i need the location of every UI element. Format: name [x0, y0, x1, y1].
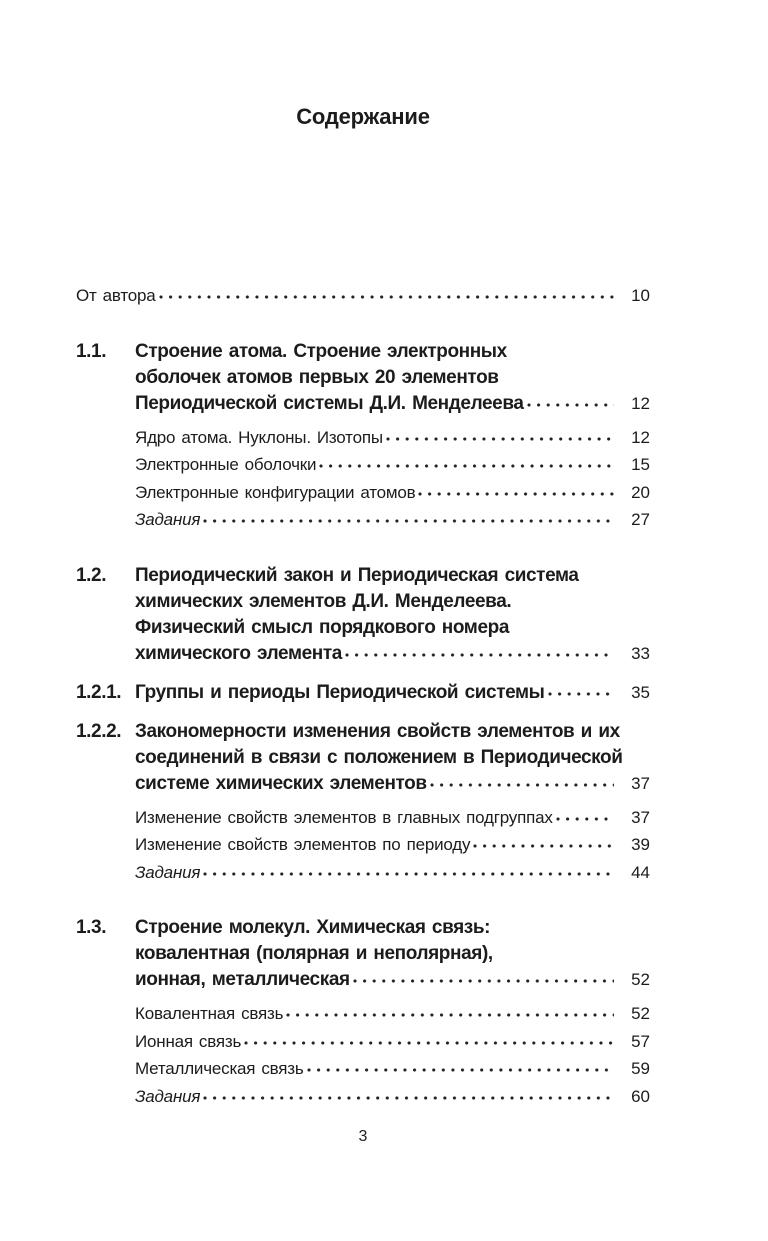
toc-entry-text: Изменение свойств элементов в главных подгруппах: [135, 807, 553, 827]
dot-leader: [244, 1036, 614, 1047]
dot-leader: [430, 778, 614, 789]
toc-entry-text: Электронные оболочки: [135, 455, 317, 474]
toc-entry-body: [135, 680, 650, 706]
dot-leader: [307, 1063, 614, 1074]
toc-entry-page: 59: [631, 1059, 650, 1078]
toc-entry: [76, 804, 650, 832]
toc-entry-number: 1.2.: [76, 564, 107, 586]
toc-entry-text: системе химических элементов: [135, 772, 427, 794]
toc-entry: [76, 1083, 650, 1111]
toc-entry-text: Задания: [135, 510, 201, 529]
toc-entry: [76, 831, 650, 859]
dot-leader: [418, 487, 614, 498]
toc-entry-body: [135, 479, 650, 507]
toc-line: [135, 365, 650, 391]
toc-entry-body: [135, 424, 650, 452]
toc-entry-page: 39: [631, 835, 650, 854]
toc-entry-body: [135, 804, 650, 832]
dot-leader: [353, 974, 614, 985]
dot-leader: [203, 1091, 614, 1102]
toc-entry-text: Закономерности изменения свойств элементов и их: [135, 720, 620, 742]
toc-entry-body: [135, 339, 650, 417]
toc-entry: [76, 479, 650, 507]
dot-leader: [159, 290, 614, 301]
toc-entry-body: [135, 1055, 650, 1083]
toc-entry-text: Задания: [135, 862, 201, 882]
toc-entry-page: 20: [631, 482, 650, 502]
toc-line: [135, 1028, 650, 1056]
toc-entry-body: [135, 506, 650, 534]
toc-line: [135, 391, 650, 417]
toc-entry-text: химических элементов Д.И. Менделеева.: [135, 590, 512, 612]
toc-line: [135, 1083, 650, 1111]
dot-leader: [556, 812, 614, 823]
toc-line: [135, 451, 650, 479]
toc-entry-text: Ядро атома. Нуклоны. Изотопы: [135, 427, 383, 447]
toc-entry-page: 35: [631, 682, 650, 702]
toc-entry-page: 52: [631, 970, 650, 989]
dot-leader: [203, 514, 614, 525]
toc-line: [135, 771, 650, 797]
toc-entry-body: [135, 1083, 650, 1111]
page-title: Содержание: [296, 104, 430, 129]
footer-page-number: 3: [358, 1128, 368, 1145]
toc-entry-page: 44: [631, 862, 650, 882]
toc-entry-text: От автора: [76, 286, 156, 305]
toc-entry-number: 1.2.2.: [76, 720, 122, 742]
toc-entry-text: Металлическая связь: [135, 1059, 304, 1078]
toc-entry-number: 1.1.: [76, 340, 107, 362]
toc-entry: [76, 424, 650, 452]
toc-line: [135, 589, 650, 615]
toc-line: [135, 719, 650, 745]
toc-entry-body: [135, 1000, 650, 1028]
toc-line: [135, 424, 650, 452]
toc-entry: [76, 339, 650, 417]
dot-leader: [548, 687, 615, 698]
dot-leader: [203, 867, 614, 878]
toc-line: [135, 804, 650, 832]
dot-leader: [527, 398, 614, 409]
dot-leader: [319, 459, 614, 470]
toc-entry-page: 52: [631, 1004, 650, 1023]
toc-entry-body: [135, 1028, 650, 1056]
toc-entry-page: 10: [631, 286, 650, 305]
toc-line: [135, 641, 650, 667]
toc-entry-text: оболочек атомов первых 20 элементов: [135, 366, 499, 388]
toc-entry: [76, 451, 650, 479]
toc-line: [135, 506, 650, 534]
toc-list: [76, 282, 650, 1110]
toc-entry-text: Физический смысл порядкового номера: [135, 616, 510, 638]
toc-entry-text: Ионная связь: [135, 1031, 242, 1051]
toc-line: [135, 941, 650, 967]
toc-line: [135, 831, 650, 859]
toc-entry-text: Задания: [135, 1086, 201, 1106]
toc-entry-text: Электронные конфигурации атомов: [135, 482, 416, 502]
toc-entry-body: [135, 831, 650, 859]
toc-line: [135, 859, 650, 887]
toc-entry-page: 57: [631, 1031, 650, 1051]
toc-entry: [76, 1055, 650, 1083]
toc-entry-body: [135, 451, 650, 479]
toc-entry: [76, 1028, 650, 1056]
dot-leader: [345, 648, 614, 659]
toc-line: [135, 615, 650, 641]
toc-line: [135, 563, 650, 589]
toc-line: [135, 967, 650, 993]
toc-entry: [76, 282, 650, 310]
toc-line: [135, 1055, 650, 1083]
toc-entry-text: Периодической системы Д.И. Менделеева: [135, 392, 524, 414]
toc-entry: [76, 719, 650, 797]
toc-entry-page: 37: [631, 773, 650, 793]
toc-entry-text: Ковалентная связь: [135, 1004, 284, 1023]
toc-entry-page: 60: [631, 1086, 650, 1106]
toc-entry-text: Группы и периоды Периодической системы: [135, 681, 545, 703]
dot-leader: [386, 432, 614, 443]
toc-line: [135, 339, 650, 365]
toc-entry-text: химического элемента: [135, 642, 342, 664]
toc-entry: [76, 680, 650, 706]
toc-entry: [76, 563, 650, 667]
toc-entry-page: 12: [631, 393, 650, 413]
toc-entry-text: Периодический закон и Периодическая система: [135, 564, 579, 586]
toc-line: [135, 915, 650, 941]
toc-line: [135, 479, 650, 507]
toc-line: [76, 282, 650, 310]
toc-entry-body: [135, 563, 650, 667]
toc-entry-page: 33: [631, 643, 650, 663]
toc-line: [135, 745, 650, 771]
toc-entry-number: 1.3.: [76, 917, 107, 938]
toc-entry: [76, 859, 650, 887]
toc-entry-text: Строение атома. Строение электронных: [135, 340, 507, 362]
toc-entry-text: Строение молекул. Химическая связь:: [135, 917, 491, 938]
toc-line: [135, 1000, 650, 1028]
toc-entry-text: ковалентная (полярная и неполярная),: [135, 943, 493, 964]
toc-entry-number: 1.2.1.: [76, 681, 122, 703]
toc-entry-text: ионная, металлическая: [135, 969, 350, 990]
dot-leader: [473, 839, 614, 850]
toc-entry-text: Изменение свойств элементов по периоду: [135, 835, 471, 854]
toc-entry: [76, 1000, 650, 1028]
toc-entry-body: [135, 719, 650, 797]
toc-entry-page: 15: [631, 455, 650, 474]
toc-entry: [76, 506, 650, 534]
dot-leader: [286, 1008, 614, 1019]
toc-line: [135, 680, 650, 706]
toc-entry: [76, 915, 650, 993]
toc-entry-body: [135, 915, 650, 993]
toc-entry-page: 27: [631, 510, 650, 529]
toc-entry-body: [135, 859, 650, 887]
toc-entry-page: 37: [631, 807, 650, 827]
toc-entry-text: соединений в связи с положением в Периодической: [135, 746, 623, 768]
toc-entry-body: [76, 282, 650, 310]
toc-entry-page: 12: [631, 427, 650, 447]
